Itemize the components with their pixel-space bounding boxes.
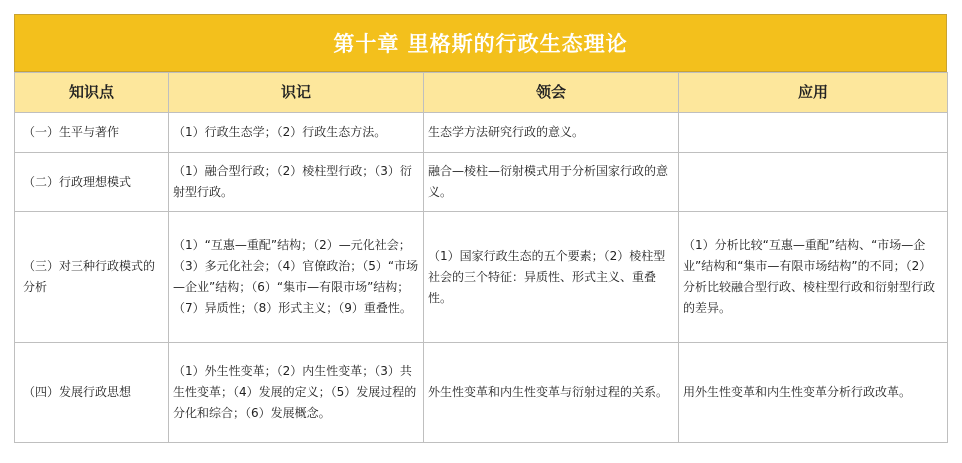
- topic-cell: （二）行政理想模式: [15, 153, 169, 212]
- syllabus-table-container: [14, 14, 947, 450]
- chapter-title: 第十章 里格斯的行政生态理论: [14, 14, 947, 72]
- memorize-cell: （1）融合型行政；（2）棱柱型行政；（3）衍射型行政。: [169, 153, 424, 212]
- topic-cell: （一）生平与著作: [15, 113, 169, 153]
- topic-cell: （三）对三种行政模式的分析: [15, 212, 169, 343]
- header-apply: 应用: [679, 73, 948, 113]
- topic-cell: （四）发展行政思想: [15, 343, 169, 443]
- table-row: [15, 153, 948, 212]
- memorize-cell: （1）行政生态学；（2）行政生态方法。: [169, 113, 424, 153]
- memorize-cell: （1）外生性变革；（2）内生性变革；（3）共生性变革；（4）发展的定义；（5）发展过程的分化和综合；（6）发展概念。: [169, 343, 424, 443]
- understand-cell: 生态学方法研究行政的意义。: [424, 113, 679, 153]
- header-topic: 知识点: [15, 73, 169, 113]
- header-memorize: 识记: [169, 73, 424, 113]
- understand-cell: 外生性变革和内生性变革与衍射过程的关系。: [424, 343, 679, 443]
- understand-cell: （1）国家行政生态的五个要素；（2）棱柱型社会的三个特征：异质性、形式主义、重叠性。: [424, 212, 679, 343]
- apply-cell: 用外生性变革和内生性变革分析行政改革。: [679, 343, 948, 443]
- apply-cell: （1）分析比较“互惠—重配”结构、“市场—企业”结构和“集市—有限市场结构”的不同；（2）分析比较融合型行政、棱柱型行政和衍射型行政的差异。: [679, 212, 948, 343]
- table-row: [15, 212, 948, 343]
- understand-cell: 融合—棱柱—衍射模式用于分析国家行政的意义。: [424, 153, 679, 212]
- table-row: [15, 343, 948, 443]
- memorize-cell: （1）“互惠—重配”结构；（2）—元化社会；（3）多元化社会；（4）官僚政治；（5）“市场—企业”结构；（6）“集市—有限市场”结构；（7）异质性；（8）形式主义；（9）重叠性。: [169, 212, 424, 343]
- apply-cell: [679, 153, 948, 212]
- header-understand: 领会: [424, 73, 679, 113]
- table-row: [15, 113, 948, 153]
- apply-cell: [679, 113, 948, 153]
- header-row: [15, 73, 948, 113]
- knowledge-table: [14, 72, 948, 443]
